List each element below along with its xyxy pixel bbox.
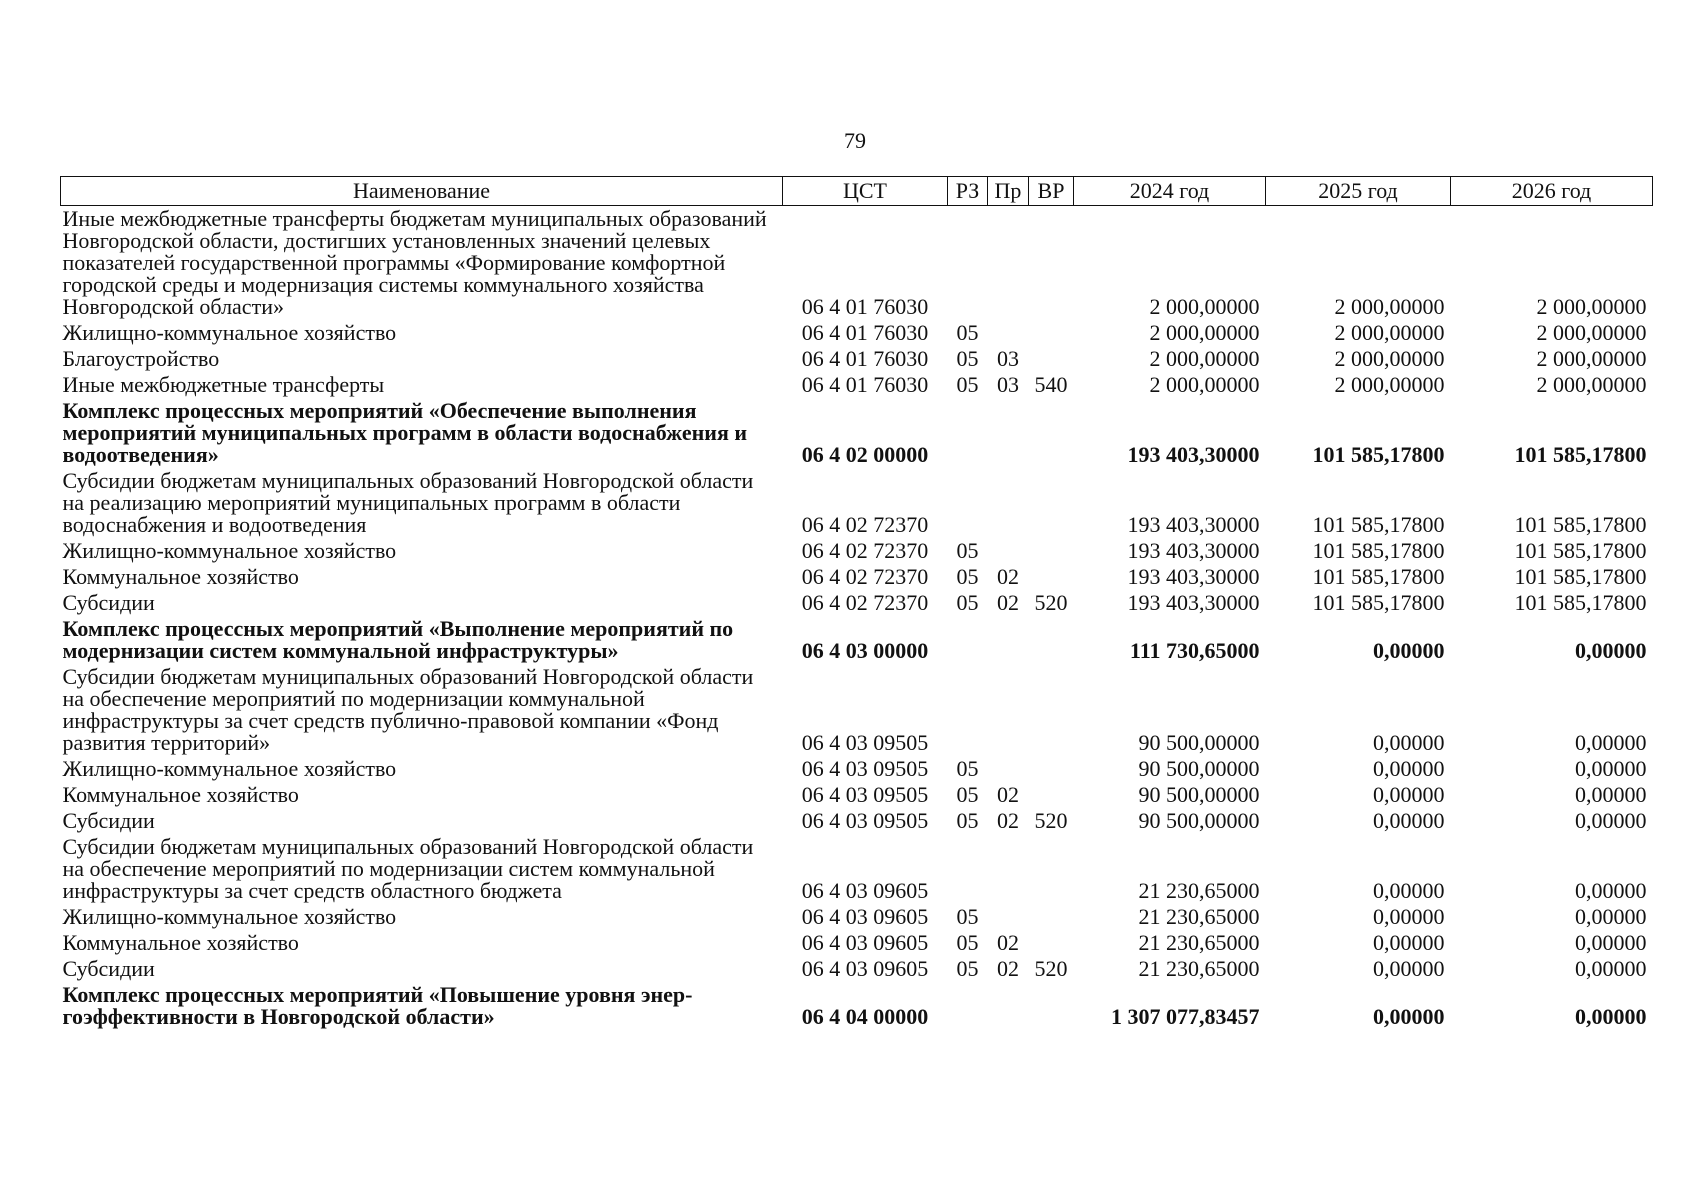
- table-row: [61, 958, 1653, 984]
- row-amount-2025: 101 585,17800: [1312, 590, 1445, 615]
- row-vr: [1029, 206, 1074, 323]
- table-row: [61, 784, 1653, 810]
- row-amount-2025: 2 000,00000: [1334, 346, 1445, 371]
- row-rz: 05: [956, 930, 979, 955]
- row-name: Жилищно-коммунальное хозяйство: [62, 320, 397, 345]
- row-amount-2025: 101 585,17800: [1312, 512, 1445, 537]
- row-name: Коммунальное хозяйство: [62, 564, 299, 589]
- budget-table: [60, 176, 1653, 1032]
- row-amount-2025: 2 000,00000: [1334, 372, 1445, 397]
- row-rz: 05: [956, 590, 979, 615]
- row-name: Комплекс процессных мероприятий «Обеспечение выполнения мероприятий муниципальных программ в области водоснабжения и водоотведения»: [62, 398, 748, 467]
- row-amount-2025: 2 000,00000: [1334, 320, 1445, 345]
- row-pr: [988, 758, 1029, 784]
- table-row: [61, 810, 1653, 836]
- row-amount-2025: 0,00000: [1373, 930, 1445, 955]
- row-amount-2026: 2 000,00000: [1536, 320, 1647, 345]
- row-rz: 05: [956, 782, 979, 807]
- row-amount-2026: 101 585,17800: [1514, 590, 1647, 615]
- row-amount-2024: 2 000,00000: [1149, 346, 1260, 371]
- row-pr: 03: [997, 346, 1019, 371]
- row-amount-2025: 0,00000: [1373, 808, 1445, 833]
- row-pr: 02: [997, 808, 1019, 833]
- row-amount-2024: 193 403,30000: [1127, 442, 1260, 467]
- row-name: Комплекс процессных мероприятий «Выполнение мероприятий по модернизации систем коммунальной инфраструктуры»: [62, 616, 734, 663]
- row-amount-2025: 0,00000: [1373, 730, 1445, 755]
- row-name: Субсидии: [62, 590, 155, 615]
- row-pr: [988, 322, 1029, 348]
- row-vr: 520: [1034, 590, 1068, 615]
- header-rz: РЗ: [948, 177, 988, 206]
- row-vr: [1029, 540, 1074, 566]
- row-cst: 06 4 03 00000: [801, 638, 929, 663]
- header-pr: Пр: [988, 177, 1029, 206]
- row-amount-2024: 90 500,00000: [1138, 782, 1260, 807]
- table-row: [61, 400, 1653, 470]
- table-header-row: [61, 177, 1653, 206]
- row-amount-2024: 21 230,65000: [1138, 956, 1260, 981]
- row-amount-2025: 0,00000: [1373, 904, 1445, 929]
- row-vr: [1029, 666, 1074, 758]
- row-amount-2024: 1 307 077,83457: [1111, 1004, 1260, 1029]
- row-rz: [948, 984, 988, 1032]
- header-name: Наименование: [61, 177, 783, 206]
- row-amount-2024: 21 230,65000: [1138, 878, 1260, 903]
- row-amount-2026: 0,00000: [1575, 904, 1647, 929]
- row-amount-2025: 0,00000: [1373, 756, 1445, 781]
- row-amount-2026: 0,00000: [1575, 808, 1647, 833]
- row-amount-2024: 2 000,00000: [1149, 372, 1260, 397]
- row-vr: [1029, 984, 1074, 1032]
- row-name: Жилищно-коммунальное хозяйство: [62, 756, 397, 781]
- row-name: Коммунальное хозяйство: [62, 782, 299, 807]
- row-amount-2024: 111 730,65000: [1129, 638, 1260, 663]
- table-row: [61, 348, 1653, 374]
- table-row: [61, 592, 1653, 618]
- row-amount-2026: 0,00000: [1575, 930, 1647, 955]
- row-cst: 06 4 03 09605: [801, 878, 929, 903]
- table-row: [61, 836, 1653, 906]
- row-amount-2024: 90 500,00000: [1138, 730, 1260, 755]
- row-cst: 06 4 01 76030: [801, 372, 929, 397]
- row-cst: 06 4 01 76030: [801, 320, 929, 345]
- row-cst: 06 4 01 76030: [801, 346, 929, 371]
- row-cst: 06 4 03 09505: [801, 782, 929, 807]
- row-vr: [1029, 758, 1074, 784]
- row-name: Субсидии: [62, 808, 155, 833]
- row-vr: [1029, 932, 1074, 958]
- row-cst: 06 4 04 00000: [801, 1004, 929, 1029]
- row-rz: [948, 836, 988, 906]
- row-vr: [1029, 566, 1074, 592]
- row-pr: [988, 984, 1029, 1032]
- row-rz: 05: [956, 564, 979, 589]
- row-amount-2024: 2 000,00000: [1149, 320, 1260, 345]
- row-amount-2025: 0,00000: [1373, 956, 1445, 981]
- row-pr: 02: [997, 564, 1019, 589]
- row-amount-2024: 90 500,00000: [1138, 808, 1260, 833]
- row-amount-2025: 101 585,17800: [1312, 538, 1445, 563]
- row-amount-2024: 193 403,30000: [1127, 564, 1260, 589]
- row-pr: [988, 618, 1029, 666]
- table-row: [61, 618, 1653, 666]
- row-name: Субсидии бюджетам муниципальных образований Новгородской области на обеспечение мероприятий по модернизации коммунальной инфраструктуры за счет средств публично-правовой компании «Фонд развития территорий»: [62, 664, 754, 755]
- table-row: [61, 984, 1653, 1032]
- row-amount-2026: 0,00000: [1575, 1004, 1647, 1029]
- header-vr: ВР: [1029, 177, 1074, 206]
- row-amount-2026: 0,00000: [1575, 756, 1647, 781]
- row-amount-2024: 193 403,30000: [1127, 512, 1260, 537]
- row-cst: 06 4 03 09505: [801, 808, 929, 833]
- row-rz: 05: [956, 956, 979, 981]
- table-row: [61, 540, 1653, 566]
- row-rz: 05: [956, 808, 979, 833]
- row-name: Жилищно-коммунальное хозяйство: [62, 904, 397, 929]
- row-pr: [988, 206, 1029, 323]
- row-amount-2026: 0,00000: [1575, 878, 1647, 903]
- row-name: Коммунальное хозяйство: [62, 930, 299, 955]
- header-2026: 2026 год: [1451, 177, 1653, 206]
- table-row: [61, 206, 1653, 323]
- table-body: [61, 206, 1653, 1033]
- row-vr: [1029, 322, 1074, 348]
- row-rz: 05: [956, 320, 979, 345]
- row-pr: 02: [997, 956, 1019, 981]
- row-amount-2024: 90 500,00000: [1138, 756, 1260, 781]
- row-amount-2026: 0,00000: [1575, 956, 1647, 981]
- row-vr: 520: [1034, 956, 1068, 981]
- row-name: Иные межбюджетные трансферты: [62, 372, 385, 397]
- row-rz: 05: [956, 346, 979, 371]
- row-pr: [988, 666, 1029, 758]
- table-row: [61, 374, 1653, 400]
- header-2024: 2024 год: [1074, 177, 1266, 206]
- row-pr: 02: [997, 782, 1019, 807]
- row-cst: 06 4 01 76030: [801, 294, 929, 319]
- row-amount-2024: 21 230,65000: [1138, 904, 1260, 929]
- row-rz: [948, 400, 988, 470]
- row-vr: [1029, 618, 1074, 666]
- row-amount-2024: 2 000,00000: [1149, 294, 1260, 319]
- row-cst: 06 4 02 72370: [801, 564, 929, 589]
- table-row: [61, 906, 1653, 932]
- row-amount-2026: 101 585,17800: [1514, 538, 1647, 563]
- row-amount-2026: 0,00000: [1575, 730, 1647, 755]
- row-amount-2026: 101 585,17800: [1514, 564, 1647, 589]
- row-name: Комплекс процессных мероприятий «Повышение уровня энергоэффективности в Новгородской области»: [62, 982, 693, 1029]
- table-row: [61, 322, 1653, 348]
- row-pr: [988, 540, 1029, 566]
- row-pr: 03: [997, 372, 1019, 397]
- row-pr: [988, 836, 1029, 906]
- row-name: Субсидии бюджетам муниципальных образований Новгородской области на реализацию мероприятий муниципальных программ в области водоснабжения и водоотведения: [62, 468, 754, 537]
- row-amount-2025: 0,00000: [1373, 782, 1445, 807]
- table-row: [61, 758, 1653, 784]
- row-name: Субсидии: [62, 956, 155, 981]
- row-amount-2024: 193 403,30000: [1127, 538, 1260, 563]
- row-amount-2026: 2 000,00000: [1536, 372, 1647, 397]
- table-row: [61, 666, 1653, 758]
- row-amount-2026: 101 585,17800: [1514, 512, 1647, 537]
- row-rz: [948, 470, 988, 540]
- row-name: Благоустройство: [62, 346, 220, 371]
- table-row: [61, 566, 1653, 592]
- row-amount-2026: 2 000,00000: [1536, 294, 1647, 319]
- row-name: Жилищно-коммунальное хозяйство: [62, 538, 397, 563]
- row-amount-2026: 2 000,00000: [1536, 346, 1647, 371]
- row-rz: [948, 618, 988, 666]
- row-amount-2026: 101 585,17800: [1514, 442, 1647, 467]
- row-cst: 06 4 02 72370: [801, 590, 929, 615]
- row-pr: [988, 906, 1029, 932]
- row-cst: 06 4 03 09505: [801, 756, 929, 781]
- row-vr: 520: [1034, 808, 1068, 833]
- row-amount-2026: 0,00000: [1575, 782, 1647, 807]
- row-rz: 05: [956, 538, 979, 563]
- row-vr: 540: [1034, 372, 1068, 397]
- row-cst: 06 4 02 72370: [801, 538, 929, 563]
- row-amount-2024: 193 403,30000: [1127, 590, 1260, 615]
- row-rz: 05: [956, 904, 979, 929]
- row-cst: 06 4 03 09605: [801, 930, 929, 955]
- header-cst: ЦСТ: [783, 177, 948, 206]
- row-cst: 06 4 03 09605: [801, 904, 929, 929]
- row-amount-2025: 101 585,17800: [1312, 442, 1445, 467]
- row-cst: 06 4 02 00000: [801, 442, 929, 467]
- row-name: Иные межбюджетные трансферты бюджетам муниципальных образований Новгородской области, достигших установленных значений целевых показателей государственной программы «Формирование комфортной городской среды и модернизация системы коммунального хозяйства Новгородской области»: [62, 206, 767, 319]
- row-pr: 02: [997, 590, 1019, 615]
- row-amount-2025: 0,00000: [1373, 878, 1445, 903]
- row-pr: [988, 470, 1029, 540]
- row-cst: 06 4 03 09605: [801, 956, 929, 981]
- row-rz: 05: [956, 756, 979, 781]
- row-vr: [1029, 348, 1074, 374]
- row-vr: [1029, 784, 1074, 810]
- row-vr: [1029, 400, 1074, 470]
- row-amount-2025: 2 000,00000: [1334, 294, 1445, 319]
- row-vr: [1029, 470, 1074, 540]
- row-cst: 06 4 02 72370: [801, 512, 929, 537]
- row-amount-2026: 0,00000: [1575, 638, 1647, 663]
- table-row: [61, 470, 1653, 540]
- row-pr: 02: [997, 930, 1019, 955]
- row-rz: [948, 206, 988, 323]
- row-rz: [948, 666, 988, 758]
- row-vr: [1029, 906, 1074, 932]
- table-row: [61, 932, 1653, 958]
- header-2025: 2025 год: [1266, 177, 1451, 206]
- row-vr: [1029, 836, 1074, 906]
- row-name: Субсидии бюджетам муниципальных образований Новгородской области на обеспечение мероприятий по модернизации систем коммунальной инфраструктуры за счет средств областного бюджета: [62, 834, 754, 903]
- row-amount-2024: 21 230,65000: [1138, 930, 1260, 955]
- row-amount-2025: 101 585,17800: [1312, 564, 1445, 589]
- row-amount-2025: 0,00000: [1373, 1004, 1445, 1029]
- row-cst: 06 4 03 09505: [801, 730, 929, 755]
- page-number: 79: [844, 128, 866, 153]
- row-rz: 05: [956, 372, 979, 397]
- row-pr: [988, 400, 1029, 470]
- row-amount-2025: 0,00000: [1373, 638, 1445, 663]
